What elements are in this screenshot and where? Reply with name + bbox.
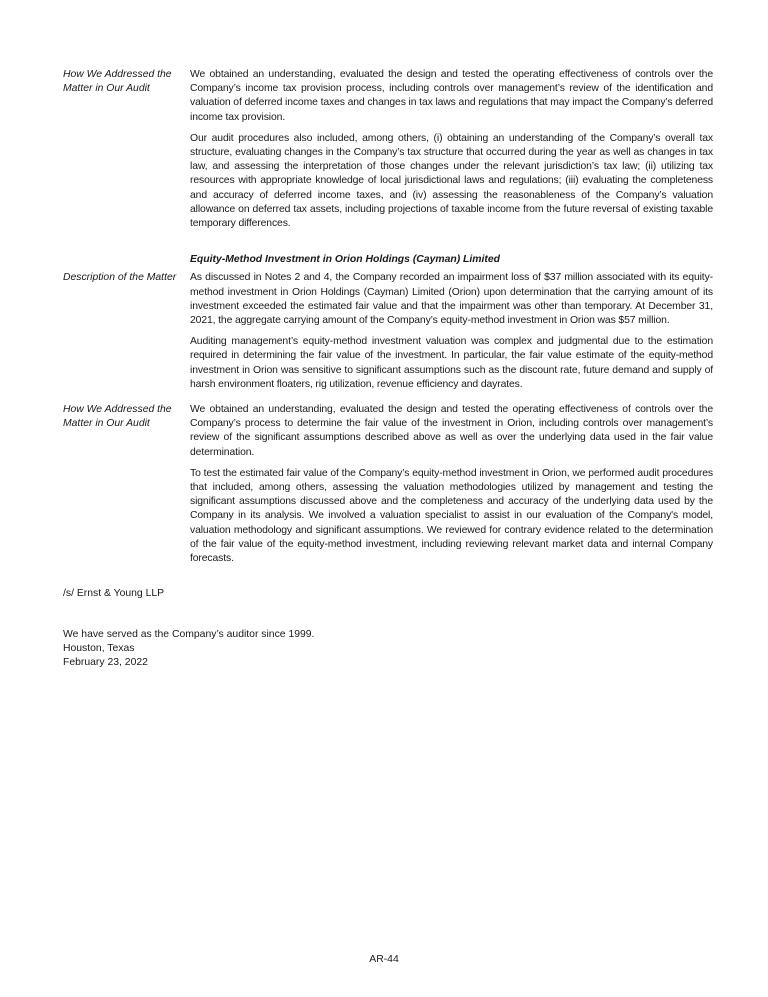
page-number: AR-44	[369, 954, 399, 965]
audit-response-tax-section	[63, 68, 713, 238]
paragraph: Our audit procedures also included, among others, (i) obtaining an understanding of the Company’s overall tax structure, evaluating changes in the Company’s tax structure that occurred during the year as well as changes in tax law, and assessing the interpretation of those changes under the relevant jurisdiction’s tax law; (ii) utilizing tax resources with appropriate knowledge of local jurisdictional laws and regulations; (iii) evaluating the completeness and accuracy of deferred income taxes, and (iv) assessing the reasonableness of the Company’s valuation allowance on deferred tax assets, including projections of taxable income from the future reversal of existing taxable temporary differences.	[190, 132, 713, 230]
paragraph: We obtained an understanding, evaluated the design and tested the operating effectiveness of controls over the Company’s process to determine the fair value of the investment in Orion, including controls over management’s review of the significant assumptions described above as well as over the underlying data used in the fair value determination.	[190, 404, 713, 458]
paragraph: To test the estimated fair value of the Company’s equity-method investment in Orion, we performed audit procedures that included, among others, assessing the valuation methodologies utilized by management and testing the significant assumptions discussed above and the completeness and accuracy of the underlying data used by the Company in its analysis. We involved a valuation specialist to assist in our evaluation of the Company's model, valuation methodology and significant assumptions. We reviewed for contrary evidence related to the determination of the fair value of the equity-method investment, including reviewing relevant market data and internal Company forecasts.	[190, 467, 713, 565]
document-page	[63, 68, 713, 670]
section-label: How We Addressed the Matter in Our Audit	[63, 404, 172, 430]
paragraph: We obtained an understanding, evaluated the design and tested the operating effectiveness of controls over the Company’s income tax provision process, including controls over management’s review of the identification and valuation of deferred income taxes and changes in tax laws and regulations that may impact the Company’s deferred income tax provision.	[190, 69, 713, 123]
auditor-signature: /s/ Ernst & Young LLP	[63, 588, 165, 600]
section-label: How We Addressed the Matter in Our Audit	[63, 69, 172, 95]
section-label: Description of the Matter	[63, 272, 177, 284]
closing-block	[63, 628, 713, 671]
paragraph: As discussed in Notes 2 and 4, the Company recorded an impairment loss of $37 million associated with its equity-method investment in Orion Holdings (Cayman) Limited (Orion) upon determination that the carrying amount of its investment exceeded the estimated fair value and that the impairment was other than temporary. At December 31, 2021, the aggregate carrying amount of the Company’s equity-method investment in Orion was $57 million.	[190, 272, 713, 327]
section-body	[190, 68, 713, 238]
description-of-matter-section	[63, 271, 713, 399]
location: Houston, Texas	[63, 642, 135, 654]
auditor-tenure: We have served as the Company’s auditor since 1999.	[63, 628, 315, 640]
section-body	[190, 271, 713, 399]
report-date: February 23, 2022	[63, 656, 148, 668]
matter-heading: Equity-Method Investment in Orion Holdings (Cayman) Limited	[190, 254, 500, 266]
paragraph: Auditing management’s equity-method investment valuation was complex and judgmental due to the estimation required in determining the fair value of the investment. In particular, the fair value estimate of the equity-method investment in Orion was sensitive to significant assumptions such as the discount rate, future demand and supply of harsh environment floaters, rig utilization, revenue efficiency and dayrates.	[190, 336, 713, 390]
section-body	[190, 403, 713, 573]
audit-response-orion-section	[63, 403, 713, 573]
